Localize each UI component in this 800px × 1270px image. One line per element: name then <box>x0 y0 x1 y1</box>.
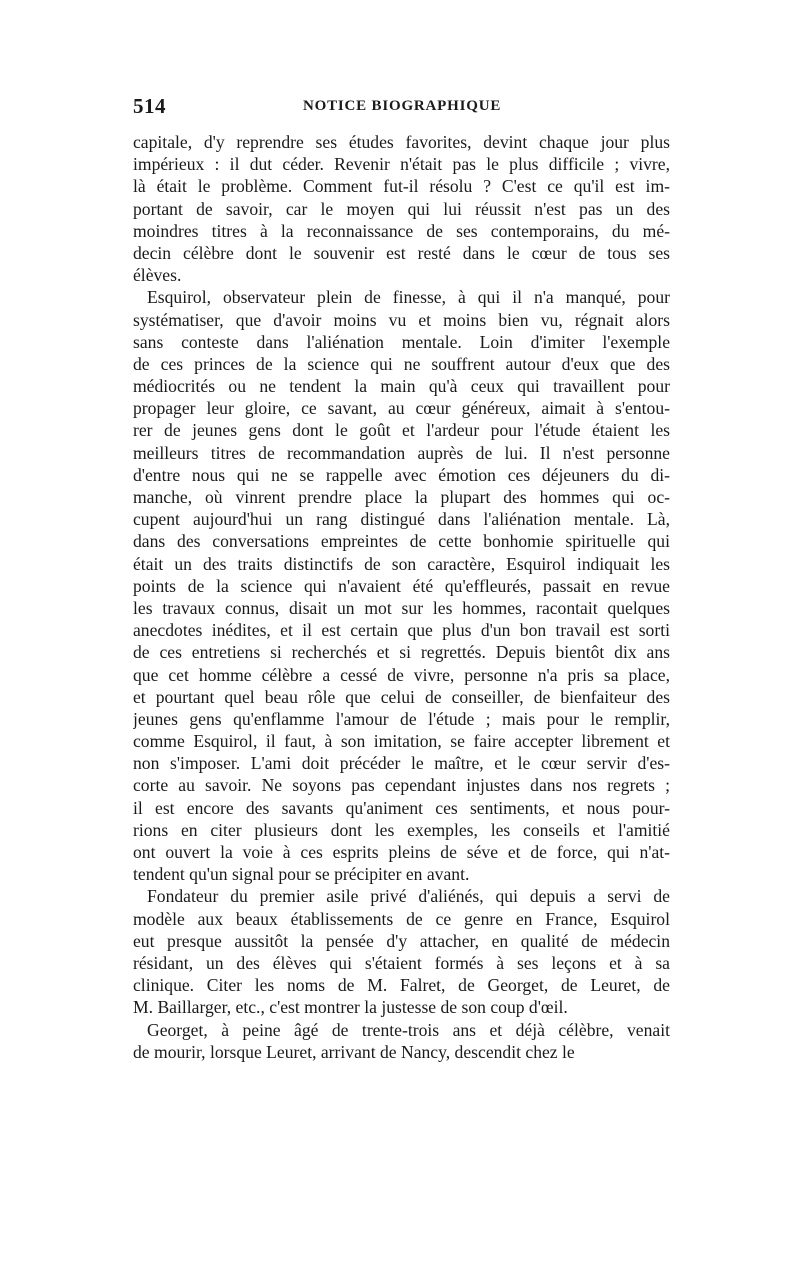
text-line: modèle aux beaux établissements de ce genre en France, Esquirol <box>133 908 670 929</box>
text-line: decin célèbre dont le souvenir est resté dans le cœur de tous ses <box>133 242 670 263</box>
text-line: d'entre nous qui ne se rappelle avec émotion ces déjeuners du di- <box>133 464 670 485</box>
paragraph <box>133 131 670 286</box>
paragraph <box>133 286 670 885</box>
paragraph <box>133 885 670 1018</box>
text-line: était un des traits distinctifs de son caractère, Esquirol indiquait les <box>133 553 670 574</box>
text-line: clinique. Citer les noms de M. Falret, de Georget, de Leuret, de <box>133 975 670 996</box>
text-line: systématiser, que d'avoir moins vu et moins bien vu, régnait alors <box>133 309 670 330</box>
text-line: impérieux : il dut céder. Revenir n'était pas le plus difficile ; vivre, <box>133 154 670 175</box>
text-line: Fondateur du premier asile privé d'aliénés, qui depuis a servi de <box>147 886 670 907</box>
text-line: les travaux connus, disait un mot sur les hommes, racontait quelques <box>133 597 670 618</box>
text-line: portant de savoir, car le moyen qui lui réussit n'est pas un des <box>133 198 670 219</box>
text-line: et pourtant quel beau rôle que celui de conseiller, de bienfaiteur des <box>133 686 670 707</box>
text-line: moindres titres à la reconnaissance de ses contemporains, du mé- <box>133 220 670 241</box>
text-line: que cet homme célèbre a cessé de vivre, personne n'a pris sa place, <box>133 664 670 685</box>
text-line: eut presque aussitôt la pensée d'y attacher, en qualité de médecin <box>133 930 670 951</box>
text-line: de ces entretiens si recherchés et si regrettés. Depuis bientôt dix ans <box>133 642 670 663</box>
text-line: corte au savoir. Ne soyons pas cependant injustes dans nos regrets ; <box>133 775 670 796</box>
text-line: cupent aujourd'hui un rang distingué dans l'aliénation mentale. Là, <box>133 509 670 530</box>
text-line: là était le problème. Comment fut-il résolu ? C'est ce qu'il est im- <box>133 176 670 197</box>
text-line: de mourir, lorsque Leuret, arrivant de Nancy, descendit chez le <box>133 1041 575 1062</box>
text-line: anecdotes inédites, et il est certain que plus d'un bon travail est sorti <box>133 620 670 641</box>
text-line: rer de jeunes gens dont le goût et l'ardeur pour l'étude étaient les <box>133 420 670 441</box>
text-line: dans des conversations empreintes de cette bonhomie spirituelle qui <box>133 531 670 552</box>
text-line: jeunes gens qu'enflamme l'amour de l'étude ; mais pour le remplir, <box>133 708 670 729</box>
text-line: médiocrités ou ne tendent la main qu'à ceux qui travaillent pour <box>133 376 670 397</box>
text-line: de ces princes de la science qui ne souffrent autour d'eux que des <box>133 353 670 374</box>
text-line: sans conteste dans l'aliénation mentale. Loin d'imiter l'exemple <box>133 331 670 352</box>
text-line: manche, où vinrent prendre place la plupart des hommes qui oc- <box>133 487 670 507</box>
text-line: capitale, d'y reprendre ses études favorites, devint chaque jour plus <box>133 132 670 152</box>
page-header <box>133 94 670 120</box>
body-text <box>133 131 670 1063</box>
text-line: meilleurs titres de recommandation auprès de lui. Il n'est personne <box>133 442 670 463</box>
text-line: résidant, un des élèves qui s'étaient formés à ses leçons et à sa <box>133 952 670 973</box>
text-line: tendent qu'un signal pour se précipiter en avant. <box>133 864 470 885</box>
text-line: rions en citer plusieurs dont les exemples, les conseils et l'amitié <box>133 819 670 840</box>
paragraph <box>133 1019 670 1063</box>
text-line: ont ouvert la voie à ces esprits pleins de séve et de force, qui n'at- <box>133 842 670 862</box>
text-line: propager leur gloire, ce savant, au cœur généreux, aimait à s'entou- <box>133 398 670 419</box>
text-line: comme Esquirol, il faut, à son imitation, se faire accepter librement et <box>133 731 670 752</box>
running-head: NOTICE BIOGRAPHIQUE <box>303 98 502 114</box>
text-line: non s'imposer. L'ami doit précéder le maître, et le cœur servir d'es- <box>133 753 670 774</box>
text-line: points de la science qui n'avaient été qu'effleurés, passait en revue <box>133 575 670 596</box>
text-line: élèves. <box>133 265 182 286</box>
text-line: M. Baillarger, etc., c'est montrer la justesse de son coup d'œil. <box>133 997 568 1018</box>
text-line: Georget, à peine âgé de trente-trois ans et déjà célèbre, venait <box>147 1019 670 1040</box>
page-number: 514 <box>133 94 166 118</box>
text-line: il est encore des savants qu'animent ces sentiments, et nous pour- <box>133 797 670 818</box>
text-line: Esquirol, observateur plein de finesse, à qui il n'a manqué, pour <box>147 287 670 308</box>
